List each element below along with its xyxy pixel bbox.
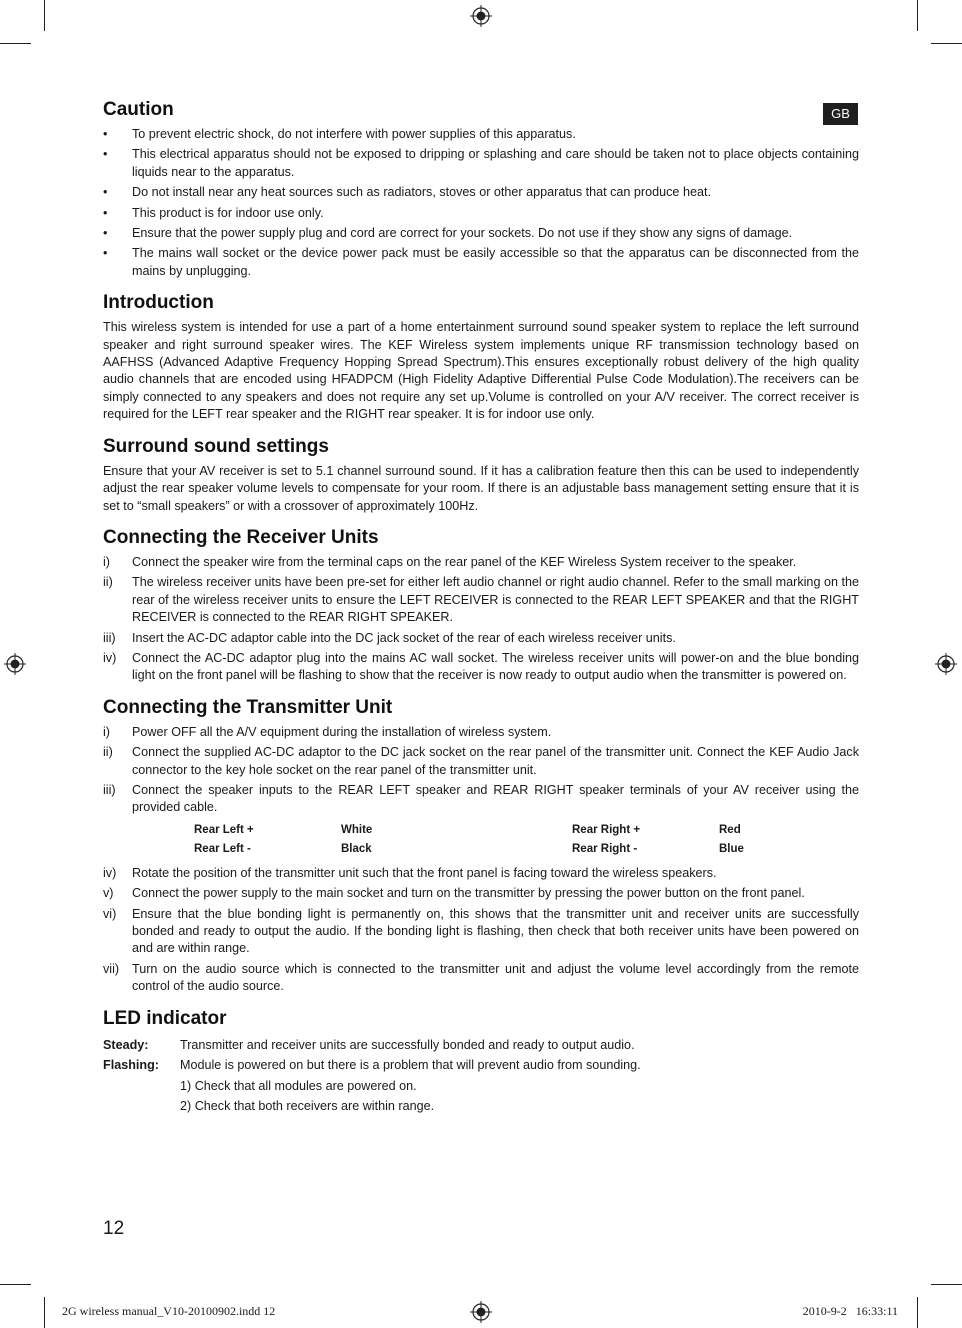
print-slug-timestamp: 2010-9-2 16:33:11 [802,1304,898,1318]
section-title-receiver: Connecting the Receiver Units [103,526,379,548]
wiring-cell: Rear Left - [194,842,251,855]
list-item: ii) Connect the supplied AC-DC adaptor to the DC jack socket on the rear panel of the transmitter unit. Connect the KEF Audio Jack connector to the key hole socket on the rear panel of the transmitter unit. [103,745,859,777]
surround-section [103,435,859,515]
list-item: • This product is for indoor use only. [103,205,324,220]
registration-mark-icon [470,5,492,27]
led-check-item: 2) Check that both receivers are within range. [180,1099,435,1114]
led-flashing-label: Flashing: [103,1058,159,1073]
crop-mark [917,0,918,31]
section-title-surround: Surround sound settings [103,435,329,457]
list-item: iv) Connect the AC-DC adaptor plug into the mains AC wall socket. The wireless receiver units will power-on and the blue bonding light on the front panel will be flashing to show that the receiver is now ready to output audio when the transmitter is powered on. [103,650,859,683]
list-item: v) Connect the power supply to the main socket and turn on the transmitter by pressing the power button on the front panel. [103,886,805,901]
caution-list [103,126,859,280]
caution-section [103,98,859,280]
transmitter-section [103,696,859,996]
list-item: iii) Insert the AC-DC adaptor cable into the DC jack socket of the rear of each wireless receiver units. [103,630,676,645]
list-item: vii) Turn on the audio source which is connected to the transmitter unit and adjust the volume level accordingly from the remote control of the audio source. [103,961,859,994]
wiring-cell: Red [719,823,741,836]
led-check-item: 1) Check that all modules are powered on. [180,1078,417,1093]
crop-mark [0,1284,31,1285]
list-item: • Do not install near any heat sources such as radiators, stoves or other apparatus that can produce heat. [103,185,711,200]
wiring-table [194,821,859,859]
wiring-cell: Black [341,842,372,855]
list-item: i) Power OFF all the A/V equipment during the installation of wireless system. [103,724,552,739]
print-slug-filename: 2G wireless manual_V10-20100902.indd 12 [62,1304,276,1318]
wiring-cell: Blue [719,842,744,855]
page-content [103,98,859,1128]
list-item: i) Connect the speaker wire from the terminal caps on the rear panel of the KEF Wireless System receiver to the speaker. [103,554,797,569]
list-item: iii) Connect the speaker inputs to the REAR LEFT speaker and REAR RIGHT speaker terminals of your AV receiver using the provided cable. [103,782,859,815]
wiring-cell: Rear Right + [572,823,641,836]
surround-text: Ensure that your AV receiver is set to 5.1 channel surround sound. If it has a calibration feature then this can be used to independently adjust the rear speaker volume levels to compensate for your room. If there is an adjustable bass management setting ensure that it is set to “small speakers” or with a crossover of approximately 100Hz. [103,463,859,513]
crop-mark [44,0,45,31]
transmitter-steps-a [103,724,859,817]
section-title-transmitter: Connecting the Transmitter Unit [103,696,393,718]
page-number: 12 [103,1218,125,1239]
crop-mark [0,43,31,44]
led-flashing-text: Module is powered on but there is a problem that will prevent audio from sounding. [180,1058,641,1073]
registration-mark-icon [4,653,26,675]
transmitter-steps-b [103,865,859,996]
wiring-cell: White [341,823,373,836]
led-table [103,1035,859,1117]
crop-mark [917,1297,918,1328]
introduction-text: This wireless system is intended for use a part of a home entertainment surround sound speaker system to replace the left surround speaker and right surround speaker wires. The KEF Wireless system implements unique RF transmission technology based on AAFHSS (Advanced Adaptive Frequency Hopping Spread Spectrum).This ensures exceptionally robust delivery of the high quality audio channels that are encoded using HFADPCM (High Fidelity Adaptive Differential Pulse Code Modulation).The receivers can be simply connected to any speakers and does not require any set up.Volume is controlled on your A/V receiver. The correct receiver is required for the LEFT rear speaker and the RIGHT rear speaker. It is for indoor use only. [103,320,859,422]
introduction-section [103,291,859,423]
list-item: • The mains wall socket or the device power pack must be easily accessible so that the apparatus can be disconnected from the mains by unplugging. [103,246,859,278]
led-steady-text: Transmitter and receiver units are successfully bonded and ready to output audio. [180,1037,635,1052]
list-item: • This electrical apparatus should not be exposed to dripping or splashing and care should be taken not to place objects containing liquids near to the apparatus. [103,147,859,179]
crop-mark [931,43,962,44]
registration-mark-icon [470,1301,492,1323]
list-item: iv) Rotate the position of the transmitter unit such that the front panel is facing toward the wireless speakers. [103,865,717,880]
receiver-steps [103,554,859,685]
list-item: • Ensure that the power supply plug and cord are correct for your sockets. Do not use if they show any signs of damage. [103,226,793,241]
section-title-introduction: Introduction [103,292,214,314]
led-steady-label: Steady: [103,1037,149,1052]
registration-mark-icon [935,653,957,675]
list-item: vi) Ensure that the blue bonding light is permanently on, this shows that the transmitter unit and receiver units are successfully bonded and ready to output the audio. If the bonding light is flashing, then check that both receiver units have been powered on and are within range. [103,906,859,956]
section-title-led: LED indicator [103,1007,227,1029]
crop-mark [931,1284,962,1285]
crop-mark [44,1297,45,1328]
wiring-cell: Rear Right - [572,842,638,855]
wiring-cell: Rear Left + [194,823,254,836]
language-badge: GB [823,103,858,125]
section-title-caution: Caution [103,99,174,120]
led-section [103,1007,859,1117]
receiver-section [103,526,859,685]
list-item: ii) The wireless receiver units have been pre-set for either left audio channel or right audio channel. Refer to the small marking on the rear of the wireless receiver units to ensure the LEFT RECEIVER is connected to the REAR LEFT SPEAKER and that the RIGHT RECEIVER is connected to the REAR RIGHT SPEAKER. [103,575,859,625]
list-item: • To prevent electric shock, do not interfere with power supplies of this apparatus. [103,127,576,141]
